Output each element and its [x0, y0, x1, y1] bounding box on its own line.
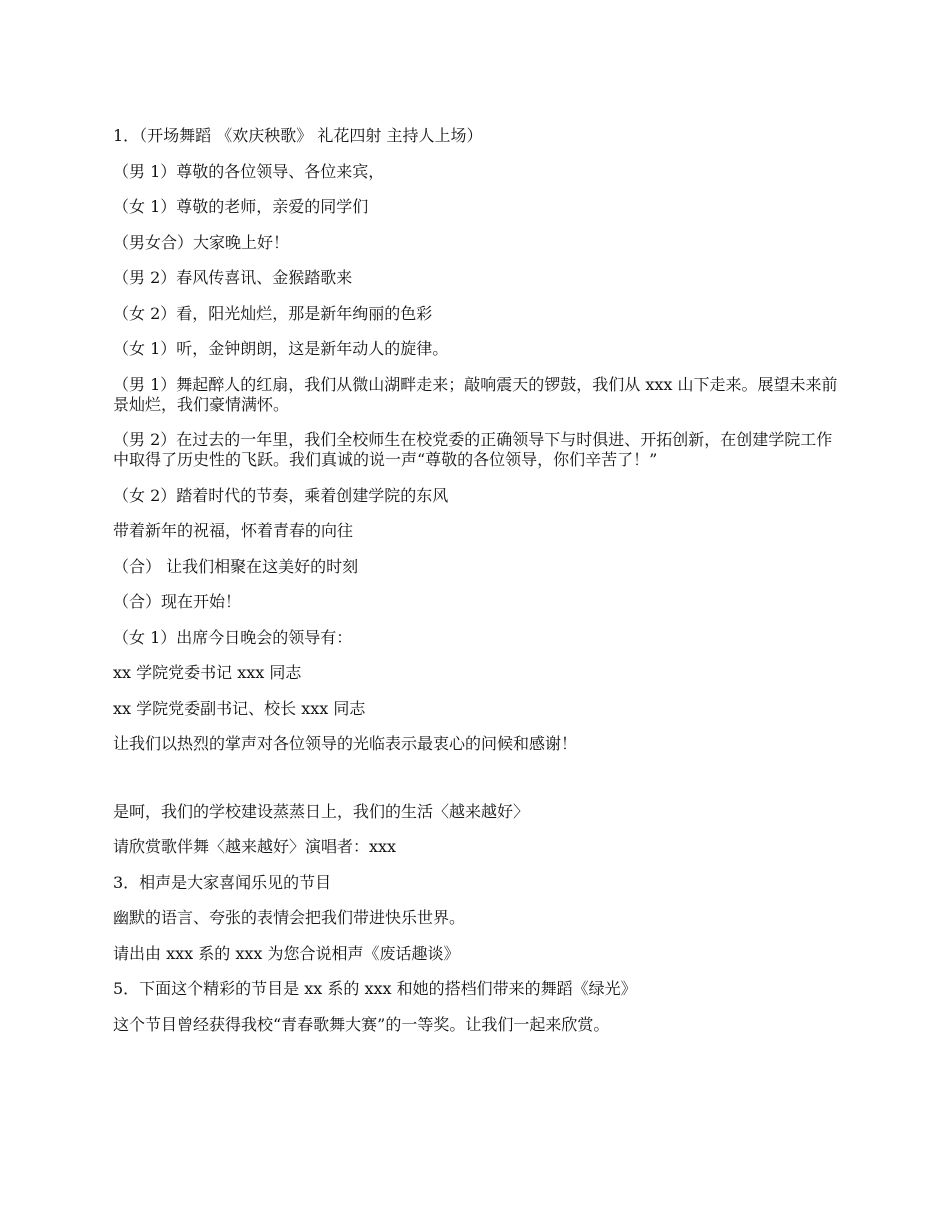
paragraph-applause: 让我们以热烈的掌声对各位领导的光临表示最衷心的问候和感谢！: [113, 734, 578, 753]
paragraph-party-secretary: xx 学院党委书记 xxx 同志: [113, 663, 302, 682]
document-body: [113, 126, 843, 1050]
paragraph-female2-rhythm: （女 2）踏着时代的节奏，乘着创建学院的东风: [113, 485, 449, 505]
paragraph-male2-past-year: （男 2）在过去的一年里，我们全校师生在校党委的正确领导下与时俱进、开拓创新，在创建学院工作中取得了历史性的飞跃。我们真诚的说一声“尊敬的各位领导，你们辛苦了！”: [113, 430, 833, 469]
paragraph-new-year-wishes: 带着新年的祝福，怀着青春的向往: [113, 521, 354, 540]
paragraph-green-light-dance: 5．下面这个精彩的节目是 xx 系的 xxx 和她的搭档们带来的舞蹈《绿光》: [113, 979, 637, 998]
paragraph-together-greeting: （男女合）大家晚上好！: [113, 232, 290, 252]
paragraph-crosstalk-performers: 请出由 xxx 系的 xxx 为您合说相声《废话趣谈》: [113, 943, 460, 963]
paragraph-female1-greeting: （女 1）尊敬的老师，亲爱的同学们: [113, 197, 369, 216]
paragraph-award: 这个节目曾经获得我校“青春歌舞大赛”的一等奖。让我们一起来欣赏。: [113, 1014, 610, 1034]
paragraph-song-dance: 请欣赏歌伴舞〈越来越好〉演唱者：xxx: [113, 837, 397, 856]
paragraph-humor: 幽默的语言、夸张的表情会把我们带进快乐世界。: [113, 908, 466, 927]
paragraph-school-growth: 是呵，我们的学校建设蒸蒸日上，我们的生活〈越来越好〉: [113, 801, 530, 821]
paragraph-male2-spring: （男 2）春风传喜讯、金猴踏歌来: [113, 268, 353, 287]
paragraph-female1-bell: （女 1）听，金钟朗朗，这是新年动人的旋律。: [113, 339, 449, 358]
paragraph-male1-fan: （男 1）舞起醉人的红扇，我们从微山湖畔走来；敲响震天的锣鼓，我们从 xxx 山下走来。展望未来前景灿烂，我们豪情满怀。: [113, 374, 838, 414]
paragraph-together-gather: （合） 让我们相聚在这美好的时刻: [113, 556, 359, 576]
paragraph-opening-dance: 1．（开场舞蹈 《欢庆秧歌》 礼花四射 主持人上场）: [113, 126, 483, 145]
paragraph-together-start: （合）现在开始！: [113, 592, 242, 611]
paragraph-female1-leaders: （女 1）出席今日晚会的领导有：: [113, 627, 353, 647]
paragraph-female2-sunshine: （女 2）看，阳光灿烂，那是新年绚丽的色彩: [113, 303, 433, 323]
paragraph-male1-greeting: （男 1）尊敬的各位领导、各位来宾，: [113, 161, 385, 181]
blank-line: [113, 770, 843, 802]
paragraph-president: xx 学院党委副书记、校长 xxx 同志: [113, 698, 366, 718]
paragraph-crosstalk-intro: 3．相声是大家喜闻乐见的节目: [113, 872, 332, 892]
